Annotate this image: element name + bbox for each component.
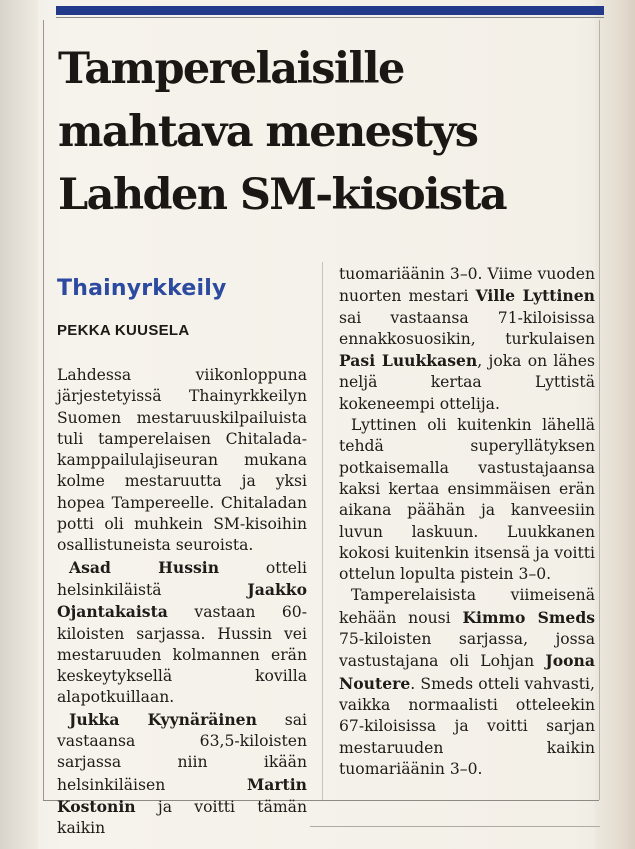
adjacent-column-strip [595,0,635,849]
paragraph-text: ja voitti tämän kaikin [57,797,307,838]
body-column-2 [339,264,595,780]
bottom-rule-secondary [310,826,600,827]
header-thin-rule [56,17,604,18]
athlete-name: Jukka Kyynäräinen [69,709,257,729]
paragraph [339,264,595,415]
paragraph-text: , joka on lähes neljä kertaa Lyttistä kokeneempi ottelija. [339,352,595,413]
right-column-rule [599,20,600,800]
athlete-name: Kimmo Smeds [462,607,595,627]
athlete-name: Joona Noutere [339,651,595,693]
paragraph-text: Tamperelaisista viimeisenä kehään nousi [339,586,595,627]
athlete-name: Asad Hussin [69,557,220,577]
section-kicker: Thainyrkkeily [57,276,227,301]
byline: PEKKA KUUSELA [57,322,190,339]
paragraph [57,557,307,709]
headline-line-3: Lahden SM-kisoista [58,170,507,220]
paragraph-text: Lahdessa viikonloppuna järjestetyissä Thainyrkkeilyn Suomen mestaruuskilpailuista tuli tamperelaisen Chitalada-kamppailulajiseuran mukana kolme mestaruutta ja yksi hopea Tampereelle. Chitaladan potti oli muhkein SM-kisoihin osallistuneista seuroista. [57,366,307,555]
athlete-name: Ville Lyttinen [475,286,596,306]
paragraph-text: vastaan 60-kiloisten sarjassa. Hussin vei mestaruuden kolmannen erän keskeytyksellä kovilla alapotkuillaan. [57,603,307,707]
paragraph-text: sai vastaansa 63,5-kiloisten sarjassa niin ikään helsinkiläisen [57,710,307,794]
body-column-1 [57,365,307,840]
paragraph [57,365,307,557]
paragraph-text: 75-kiloisten sarjassa, jossa vastustajana oli Lohjan [339,630,595,671]
athlete-name: Jaakko Ojantakaista [57,579,307,622]
headline-line-1: Tamperelaisille [58,44,404,94]
paragraph-text: tuomariäänin 3–0. Viime vuoden nuorten mestari [339,265,595,306]
headline [58,38,598,227]
headline-line-2: mahtava menestys [58,107,478,157]
athlete-name: Pasi Luukkasen [339,351,478,371]
paragraph-text: sai vastaansa 71-kiloisissa ennakkosuosikin, turkulaisen [339,308,595,348]
paragraph [57,709,307,840]
column-gutter [322,262,323,800]
header-color-bar [56,6,604,15]
paragraph [339,415,595,585]
paragraph [339,585,595,780]
left-column-rule [43,20,44,800]
paragraph-text: . Smeds otteli vahvasti, vaikka normaalisti otteleekin 67-kiloisissa ja voitti sarjan mestaruuden kaikin tuomariäänin 3–0. [339,674,595,778]
paragraph-text: otteli helsinkiläistä [57,558,307,599]
athlete-name: Martin Kostonin [57,774,307,816]
paragraph-text: Lyttinen oli kuitenkin lähellä tehdä superyllätyksen potkaisemalla vastustajaansa kaksi kertaa ensimmäisen erän aikana päähän ja kanveesiin luvun laskuun. Luukkanen kokosi kuitenkin itsensä ja voitti ottelun lopulta pistein 3–0. [339,416,595,584]
page-fold-shadow [0,0,38,849]
